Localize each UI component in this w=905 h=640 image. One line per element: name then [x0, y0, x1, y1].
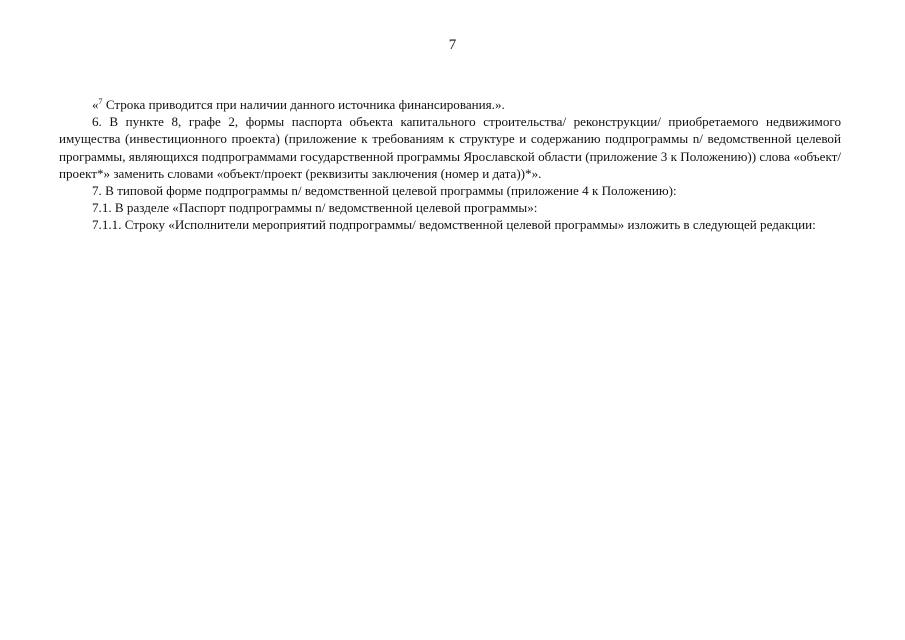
- footnote-text: Строка приводится при наличии данного источника финансирования.».: [102, 97, 505, 112]
- footnote-mark: 7: [98, 97, 103, 106]
- paragraph-item-7-1: 7.1. В разделе «Паспорт подпрограммы n/ ведомственной целевой программы»:: [92, 200, 538, 216]
- document-body: [59, 96, 841, 234]
- open-quote: «: [92, 97, 99, 112]
- footnote-paragraph: [59, 96, 841, 113]
- paragraph-item-7: 7. В типовой форме подпрограммы n/ ведомственной целевой программы (приложение 4 к Положению):: [92, 183, 677, 199]
- page-number: 7: [448, 37, 457, 53]
- paragraph-item-6: 6. В пункте 8, графе 2, формы паспорта объекта капитального строительства/ реконструкции/ приобретаемого недвижимого имущества (инвестиционного проекта) (приложение к требованиям к структуре и содержанию подпрограммы n/ ведомственной целевой программы, являющихся подпрограммами государственной программы Ярославской области (приложение 3 к Положению)) слова «объект/проект*» заменить словами «объект/проект (реквизиты заключения (номер и дата))*».: [59, 114, 841, 181]
- paragraph-item-7-1-1: 7.1.1. Строку «Исполнители мероприятий подпрограммы/ ведомственной целевой программы» изложить в следующей редакции:: [92, 217, 816, 233]
